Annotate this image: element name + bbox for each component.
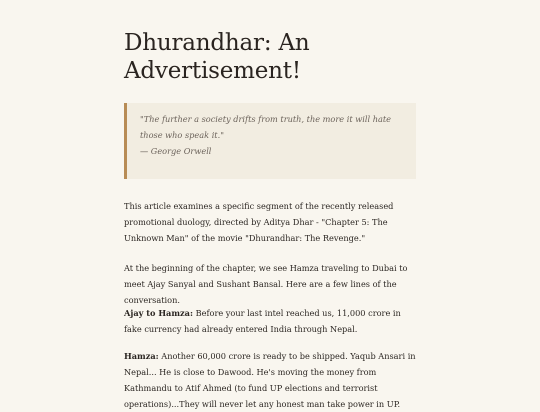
dialogue-text: Before your last intel reached us, 11,000 crore in fake currency had already entered India through Nepal. (124, 308, 401, 334)
dialogue-line-hamza (124, 348, 416, 412)
epigraph-attribution: — George Orwell (140, 146, 212, 156)
intro-paragraph: This article examines a specific segment of the recently released promotional duology, directed by Aditya Dhar - "Chapter 5: The Unknown Man" of the movie "Dhurandhar: The Revenge." (124, 201, 394, 243)
dialogue-text: Another 60,000 crore is ready to be shipped. Yaqub Ansari in Nepal... He is close to Dawood. He's moving the money from Kathmandu to Atif Ahmed (to fund UP elections and terrorist operations)...They will never let any honest man take power in UP. (124, 351, 416, 409)
article-title: Dhurandhar: An Advertisement! (124, 30, 310, 84)
dialogue-line-ajay (124, 305, 416, 337)
speaker-label: Ajay to Hamza: (124, 308, 194, 318)
context-paragraph: At the beginning of the chapter, we see Hamza traveling to Dubai to meet Ajay Sanyal and Sushant Bansal. Here are a few lines of the conversation. (124, 263, 408, 305)
epigraph-quote: "The further a society drifts from truth, the more it will hate those who speak it." (140, 114, 391, 140)
speaker-label: Hamza: (124, 351, 159, 361)
epigraph-blockquote (124, 103, 416, 179)
